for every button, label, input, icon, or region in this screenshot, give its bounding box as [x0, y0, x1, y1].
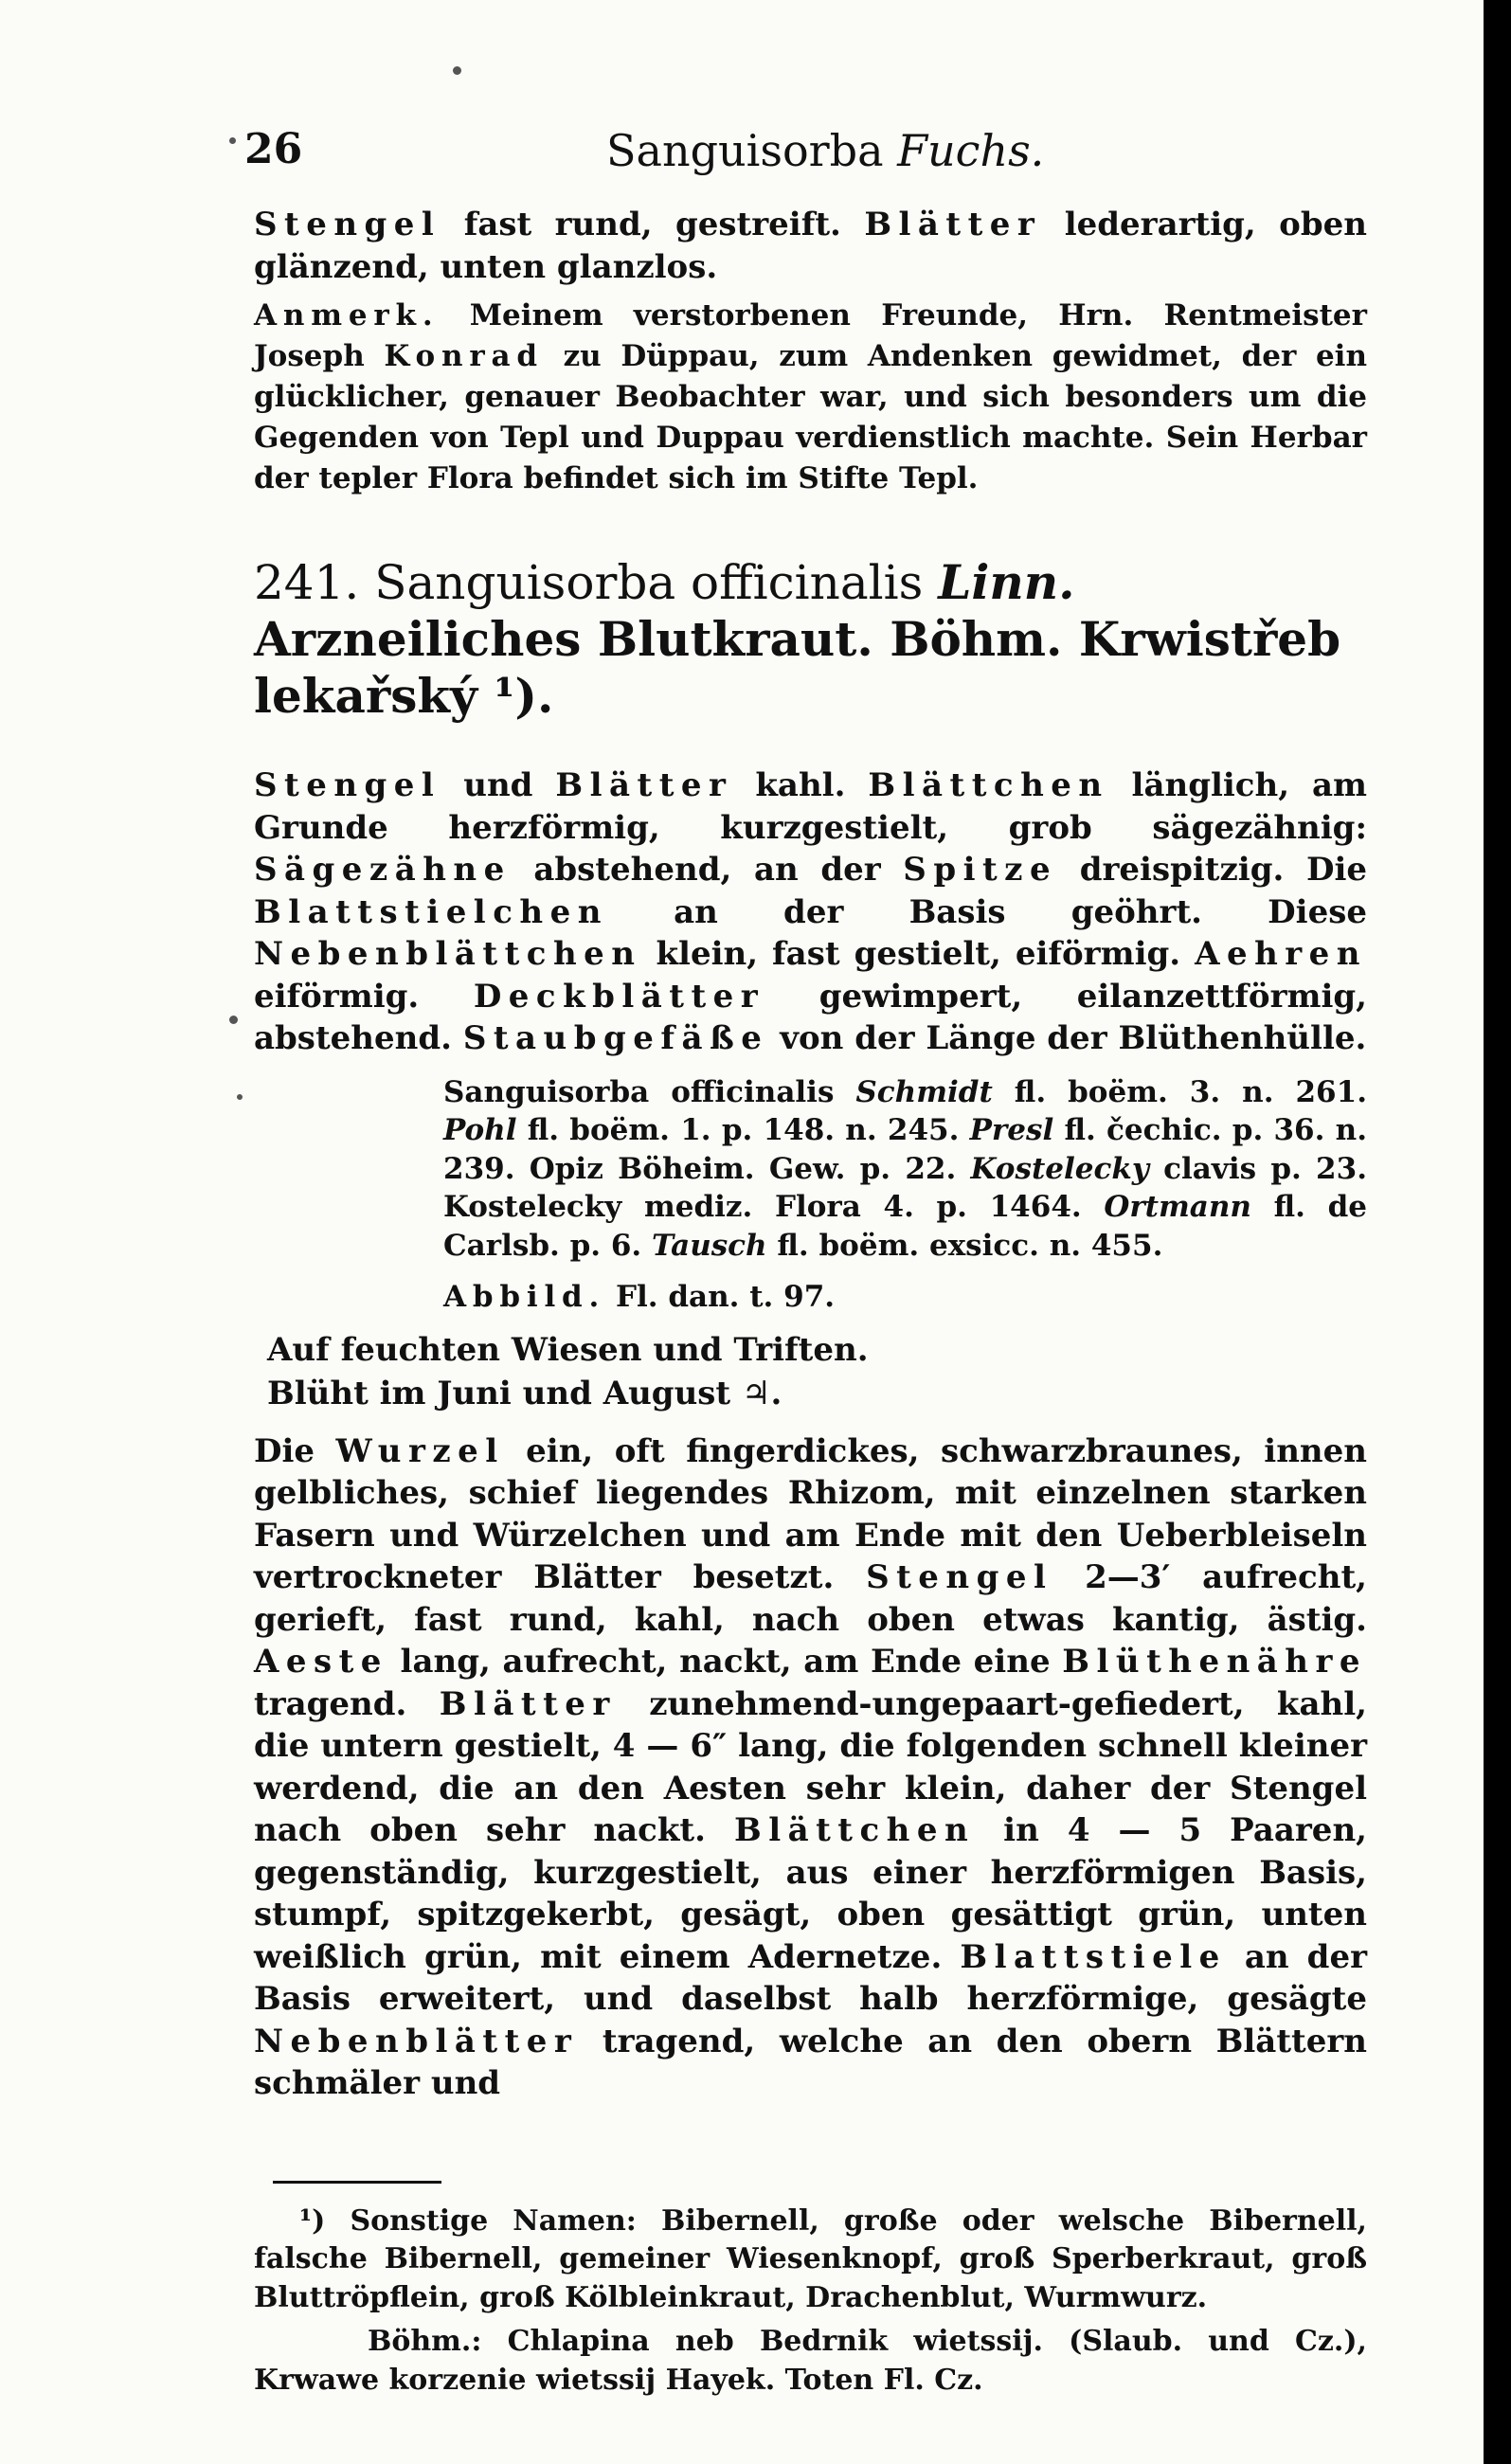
text-run: fl. čechic. p. 36. n. 239. Opiz Böheim. Gew. p. 22. [443, 1113, 1367, 1186]
note-paragraph: Anmerk. Meinem verstorbenen Freunde, Hrn. Rentmeister Joseph Konrad zu Düppau, zum Andenken gewidmet, der ein glücklicher, genauer Beobachter war, und sich besonders um die Gegenden von Tepl und Duppau verdienstlich machte. Sein Herbar der tepler Flora befindet sich im Stifte Tepl. [254, 298, 1367, 495]
illustration-line: Abbild. Fl. dan. t. 97. [443, 1280, 836, 1314]
text-run: dreispitzig. Die [1057, 851, 1367, 889]
text-run: an der Basis geöhrt. Diese [607, 892, 1367, 931]
text-run: an der Basis erweitert, und daselbst halb herzförmige, gesägte [254, 1937, 1367, 2018]
note-name: Konrad [384, 339, 544, 373]
footnote-block [254, 2203, 1367, 2401]
footnote-bohemian-names: Böhm.: Chlapina neb Bedrnik wietssij. (Slaub. und Cz.), Krwawe korzenie wietssij Hayek. Toten Fl. Cz. [254, 2325, 1367, 2397]
flowering-line: Blüht im Juni und August ♃. [267, 1374, 782, 1412]
references-block [443, 1073, 1367, 1317]
emphasized-term: Nebenblättchen [254, 935, 642, 973]
footnote-paragraph: ¹) Sonstige Namen: Bibernell, große oder welsche Bibernell, falsche Bibernell, gemeiner Wiesenknopf, groß Sperberkraut, groß Bluttröpflein, groß Kölbleinkraut, Drachenblut, Wurmwurz. [254, 2203, 1367, 2314]
footnote-marker: ¹) [299, 2203, 326, 2238]
emphasized-term: Wurzel [335, 1431, 505, 1470]
species-common-names: Arzneiliches Blutkraut. Böhm. Krwistřeb lekařský ¹). [254, 611, 1341, 724]
emphasized-term: Blattstiele [960, 1937, 1227, 1976]
emphasized-term: Spitze [903, 851, 1058, 889]
spaced-term: Blätter [864, 206, 1042, 243]
text-run: clavis p. 23. Kostelecky mediz. Flora 4. p. 1464. [443, 1151, 1367, 1224]
emphasized-term: Nebenblätter [254, 2022, 579, 2060]
emphasized-term: Blätter [439, 1684, 617, 1723]
text-run: eiförmig. [254, 977, 474, 1016]
text-run: tragend. [254, 1684, 440, 1723]
scan-speck [453, 66, 461, 75]
emphasized-term: Deckblätter [473, 977, 765, 1016]
emphasized-term: Ortmann [1104, 1190, 1251, 1224]
emphasized-term: Blätter [555, 766, 733, 804]
text-run: zunehmend-ungepaart-gefiedert, kahl, die untern gestielt, 4 — 6″ lang, die folgenden schnell kleiner werdend, die an den Aesten sehr klein, daher der Stengel nach oben sehr nackt. [254, 1684, 1367, 1849]
footnote-rule [273, 2181, 441, 2184]
text-run: gewimpert, eilanzettförmig, abstehend. [254, 977, 1367, 1057]
page-body [254, 204, 1367, 2400]
text-run: und [441, 766, 556, 804]
text-run: klein, fast gestielt, eiförmig. [641, 935, 1196, 973]
emphasized-term: Staubgefäße [462, 1019, 769, 1057]
scan-speck [229, 137, 236, 144]
page-number: 26 [244, 125, 303, 173]
emphasized-term: Schmidt [855, 1074, 993, 1109]
text-run: abstehend, an der [511, 851, 904, 889]
emphasized-term: Blüthenähre [1062, 1643, 1367, 1681]
text-run: tragend, welche an den obern Blättern schmäler und [254, 2022, 1367, 2102]
emphasized-term: Aeste [254, 1643, 388, 1681]
text-run: Sanguisorba officinalis [443, 1074, 856, 1109]
text-run: länglich, am Grunde herzförmig, kurzgestielt, grob sägezähnig: [254, 766, 1368, 847]
text-run: lang, aufrecht, nackt, am Ende eine [387, 1643, 1063, 1681]
emphasized-term: Presl [969, 1113, 1054, 1147]
scan-speck [237, 1094, 243, 1100]
habitat-line: Auf feuchten Wiesen und Triften. [267, 1330, 869, 1369]
text-run: Die [254, 1431, 336, 1470]
emphasized-term: Stengel [254, 766, 441, 804]
running-genus: Sanguisorba [606, 125, 884, 176]
note-label: Anmerk. [254, 298, 440, 333]
emphasized-term: Aehren [1195, 935, 1367, 973]
emphasized-term: Pohl [443, 1113, 517, 1147]
emphasized-term: Kostelecky [970, 1151, 1149, 1186]
references-paragraph [443, 1073, 1367, 1266]
page-header [244, 125, 1381, 182]
text-run: von der Länge der Blüthenhülle. [768, 1019, 1367, 1057]
text-run: 2—3′ aufrecht, gerieft, fast rund, kahl, nach oben etwas kantig, ästig. [254, 1558, 1368, 1639]
description-paragraph [254, 1430, 1367, 2105]
habitat-block [267, 1328, 1367, 1415]
scan-speck [229, 1016, 238, 1024]
illustration-label: Abbild. [443, 1280, 606, 1314]
emphasized-term: Tausch [652, 1228, 767, 1263]
text-run: in 4 — 5 Paaren, gegenständig, kurzgestielt, aus einer herzförmigen Basis, stumpf, spitzgekerbt, gesägt, oben gesättigt grün, unten weißlich grün, mit einem Adernetze. [254, 1811, 1367, 1976]
text-run: fl. de Carlsb. p. 6. [443, 1190, 1367, 1263]
running-title [606, 125, 1044, 176]
running-author: Fuchs. [897, 125, 1045, 176]
emphasized-term: Blättchen [733, 1811, 976, 1849]
species-number: 241. [254, 555, 360, 610]
spaced-term: Stengel [254, 206, 441, 243]
species-authority: Linn. [938, 554, 1075, 610]
text-run: kahl. [732, 766, 869, 804]
description-block [254, 1430, 1367, 2105]
text-run: fl. boëm. 1. p. 148. n. 245. [516, 1113, 970, 1147]
species-heading [254, 554, 1367, 725]
emphasized-term: Sägezähne [254, 851, 512, 889]
text-run: fl. boëm. exsicc. n. 455. [766, 1228, 1163, 1263]
diagnosis-paragraph [254, 764, 1367, 1060]
emphasized-term: Blättchen [868, 766, 1109, 804]
note-block [254, 296, 1367, 499]
text-run: ein, oft fingerdickes, schwarzbraunes, innen gelbliches, schief liegendes Rhizom, mit einzelnen starken Fasern und Würzelchen und am Ende mit den Ueberbleiseln vertrockneter Blätter besetzt. [254, 1431, 1367, 1596]
emphasized-term: Blattstielchen [254, 892, 608, 931]
species-latin-name: Sanguisorba officinalis [359, 555, 939, 610]
text-run: fl. boëm. 3. n. 261. [992, 1074, 1367, 1109]
emphasized-term: Stengel [866, 1558, 1053, 1596]
intro-paragraph: Stengel fast rund, gestreift. Blätter lederartig, oben glänzend, unten glanzlos. [254, 206, 1367, 286]
